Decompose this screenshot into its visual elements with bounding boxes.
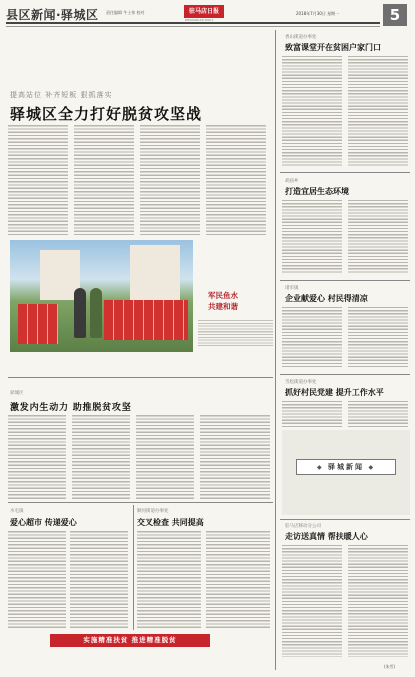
photo-goods-boxes [18, 304, 58, 344]
text-column [206, 125, 266, 237]
text-column [348, 401, 408, 427]
right-story4-title: 抓好村民党建 提升工作水平 [285, 388, 384, 397]
photo-person [74, 288, 86, 338]
slogan-banner: 实施精准扶贫 推进精准脱贫 [50, 634, 210, 647]
right-story1-kicker: 香山街道办事处 [285, 35, 317, 40]
text-column [282, 200, 342, 274]
text-column [348, 307, 408, 369]
newspaper-logo-english: ZHUMADIAN DAILY [185, 19, 214, 22]
section-title: 县区新闻·驿城区 [6, 8, 99, 22]
story2-title: 激发内生动力 助推脱贫攻坚 [10, 403, 132, 413]
right-story5-title: 走访送真情 帮扶暖人心 [285, 532, 368, 541]
text-column [137, 531, 201, 629]
section-divider [280, 374, 410, 375]
right-story1-title: 致富课堂开在贫困户家门口 [285, 43, 381, 52]
header-rule-thin [6, 26, 380, 27]
text-column [70, 531, 128, 629]
text-column [348, 56, 408, 166]
right-story4-kicker: 雪松街道办事处 [285, 380, 317, 385]
text-column [74, 125, 134, 237]
text-column [136, 415, 194, 500]
right-story2-title: 打造宜居生态环境 [285, 187, 349, 196]
lead-kicker: 提高站位 补齐短板 狠抓落实 [10, 91, 113, 99]
story2-kicker: 驿城区 [10, 391, 24, 396]
text-column [8, 531, 66, 629]
diamond-icon: ◆ [316, 464, 324, 471]
photo-caption [208, 290, 238, 312]
text-column [206, 531, 270, 629]
section-box-label: 驿城新闻 [328, 463, 364, 471]
section-divider [280, 172, 410, 173]
section-divider [280, 519, 410, 520]
right-story5-kicker: 驻马店移动分公司 [285, 524, 321, 529]
text-column [348, 545, 408, 657]
text-column [282, 401, 342, 427]
section-divider [8, 377, 273, 378]
column-divider [275, 30, 276, 670]
story4-kicker: 顺河街道办事处 [137, 509, 169, 514]
photo-person [90, 288, 102, 338]
photo-goods-boxes [104, 300, 188, 340]
newspaper-logo: 驻马店日报 [184, 5, 224, 18]
photo-note [198, 320, 273, 346]
text-column [200, 415, 270, 500]
photo-caption-line2: 共建和谐 [208, 302, 238, 311]
header-rule [6, 22, 380, 24]
photo-building [130, 245, 180, 300]
right-story3-kicker: 诸市镇 [285, 286, 299, 291]
end-mark: (朱雪) [384, 664, 396, 669]
lead-headline: 驿城区全力打好脱贫攻坚战 [10, 105, 203, 123]
text-column [282, 307, 342, 369]
text-column [72, 415, 130, 500]
story4-title: 交叉检查 共同提高 [137, 518, 204, 527]
text-column [348, 200, 408, 274]
right-story2-kicker: 胡庙乡 [285, 179, 299, 184]
story3-title: 爱心超市 传递爱心 [10, 518, 77, 527]
section-divider [8, 502, 273, 503]
photo-caption-line1: 军民鱼水 [208, 291, 238, 300]
lead-article-body [8, 125, 269, 237]
editor-credits: 责任编辑 牛士伟 校对 [106, 10, 145, 15]
section-box-title [296, 459, 396, 475]
text-column [8, 415, 66, 500]
text-column [8, 125, 68, 237]
page-number: 5 [383, 4, 407, 26]
text-column [282, 56, 342, 166]
news-photo [10, 240, 193, 352]
column-divider [133, 505, 134, 630]
text-column [282, 545, 342, 657]
issue-date: 2018年7月30日 星期一 [296, 11, 340, 16]
story3-kicker: 水屯镇 [10, 509, 24, 514]
diamond-icon: ◆ [368, 464, 376, 471]
right-story3-title: 企业献爱心 村民得清凉 [285, 294, 368, 303]
text-column [140, 125, 200, 237]
page-header [0, 0, 415, 40]
section-divider [280, 280, 410, 281]
